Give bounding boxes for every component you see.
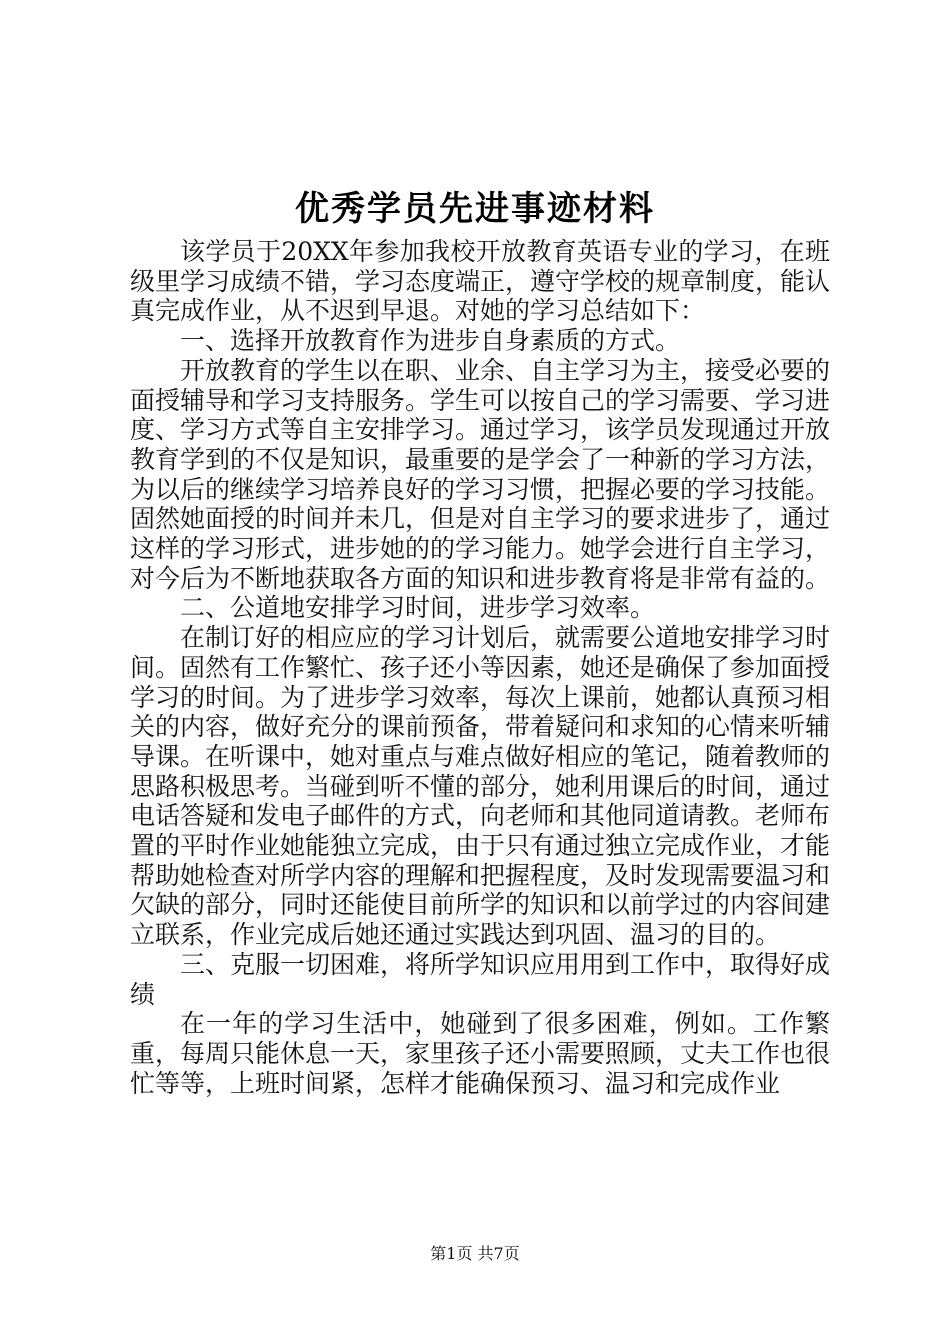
paragraph-section-2: 在制订好的相应应的学习计划后，就需要公道地安排学习时间。固然有工作繁忙、孩子还小等因素，她还是确保了参加面授学习的时间。为了进步学习效率，每次上课前，她都认真预习相关的内容，做好充分的课前预备，带着疑问和求知的心情来听辅导课。在听课中，她对重点与难点做好相应的笔记，随着教师的思路积极思考。当碰到听不懂的部分，她利用课后的时间，通过电话答疑和发电子邮件的方式，向老师和其他同道请教。老师布置的平时作业她能独立完成，由于只有通过独立完成作业，才能帮助她检查对所学内容的理解和把握程度，及时发现需要温习和欠缺的部分，同时还能使目前所学的知识和以前学过的内容间建立联系，作业完成后她还通过实践达到巩固、温习的目的。 [130,623,831,950]
document-title: 优秀学员先进事迹材料 [295,189,655,229]
paragraph-intro: 该学员于20XX年参加我校开放教育英语专业的学习，在班级里学习成绩不错，学习态度端正，遵守学校的规章制度，能认真完成作业，从不迟到早退。对她的学习总结如下： [130,237,831,326]
paragraph-section-1: 开放教育的学生以在职、业余、自主学习为主，接受必要的面授辅导和学习支持服务。学生可以按自己的学习需要、学习进度、学习方式等自主安排学习。通过学习，该学员发现通过开放教育学到的不仅是知识，最重要的是学会了一种新的学习方法，为以后的继续学习培养良好的学习习惯，把握必要的学习技能。固然她面授的时间并未几，但是对自主学习的要求进步了，通过这样的学习形式，进步她的的学习能力。她学会进行自主学习，对今后为不断地获取各方面的知识和进步教育将是非常有益的。 [130,355,831,593]
page-total: 共7页 [477,1244,520,1263]
section-heading-3: 三、克服一切困难，将所学知识应用用到工作中，取得好成绩 [130,949,831,1009]
section-heading-1: 一、选择开放教育作为进步自身素质的方式。 [180,326,681,356]
document-body [130,237,830,1098]
paragraph-section-3: 在一年的学习生活中，她碰到了很多困难，例如。工作繁重，每周只能休息一天，家里孩子还小需要照顾，丈夫工作也很忙等等，上班时间紧，怎样才能确保预习、温习和完成作业 [130,1009,831,1098]
section-heading-2: 二、公道地安排学习时间，进步学习效率。 [180,593,656,623]
page-number: 第1页 [430,1244,473,1263]
page-footer [0,1242,950,1266]
